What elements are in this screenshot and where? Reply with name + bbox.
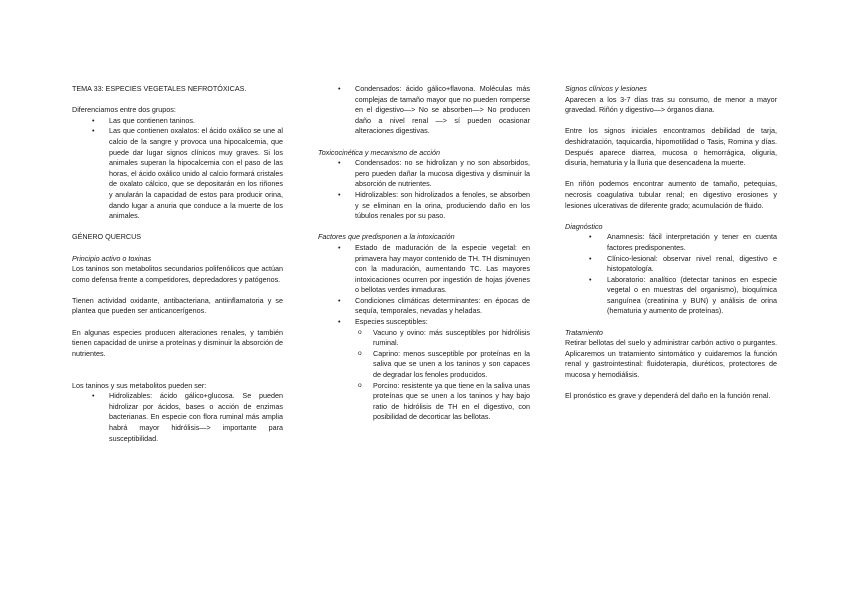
list-item: o Vacuno y ovino: más susceptibles por hidrólisis ruminal. <box>318 328 530 349</box>
groups-list <box>72 116 283 222</box>
list-item: • Especies susceptibles: <box>318 317 530 328</box>
column-right <box>565 84 777 402</box>
paragraph: Tienen actividad oxidante, antibacteriana, antiinflamatoria y se plantea que pueden ser anticancerígenos. <box>72 295 283 316</box>
tannin-types-list <box>72 391 283 444</box>
tannin-types-list-cont <box>318 84 530 137</box>
subheading-diagnosis: Diagnóstico <box>565 221 603 231</box>
toxicokinetics-list <box>318 158 530 222</box>
paragraph: Entre los signos iniciales encontramos debilidad de tarja, deshidratación, taquicardia, hipomotilidad o Tasis, Romina y días. Después aparece diarrea, mucosa o hemorrágica, oliguria, disuria, hematuria y la lluria que desencadena la muerte. <box>565 126 777 168</box>
list-item: o Porcino: resistente ya que tiene en la saliva unas proteínas que se unen a los taninos y hay bajo ratio de hidrólisis de TH en el digestivo, con posibilidad de decorticar las bellotas. <box>318 381 530 423</box>
list-item: • Condiciones climáticas determinantes: en épocas de sequía, temporales, nevadas y heladas. <box>318 296 530 317</box>
subheading-signs: Signos clínicos y lesiones <box>565 84 647 93</box>
subheading-active-principle: Principio activo o toxinas <box>72 253 152 263</box>
subheading-toxicokinetics: Toxicocinética y mecanismo de acción <box>318 147 440 157</box>
list-item: • Condensados: ácido gálico+flavona. Moléculas más complejas de tamaño mayor que no pueden romperse en el digestivo—> No se absorben—> No producen daño a nivel renal —> sí pueden ocasionar alteraciones digestivas. <box>318 84 530 137</box>
list-item: o Caprino: menos susceptible por proteínas en la saliva que se unen a los taninos y son capaces de degradar los fenoles producidos. <box>318 349 530 381</box>
paragraph: Aparecen a los 3-7 días tras su consumo, de menor a mayor gravedad. Riñón y digestivo—> órganos diana. <box>565 94 777 115</box>
column-left <box>72 84 283 444</box>
species-list <box>318 328 530 423</box>
list-item: • Anamnesis: fácil interpretación y tener en cuenta factores predisponentes. <box>565 232 777 253</box>
list-item: • Hidrolizables: son hidrolizados a fenoles, se absorben y se eliminan en la orina, produciendo daño en los túbulos renales por su paso. <box>318 190 530 222</box>
paragraph: Retirar bellotas del suelo y administrar carbón activo o purgantes. Aplicaremos un tratamiento sintomático y cuidaremos la función renal y gastrointestinal: fluidoterapia, diuréticos, protectores de mucosa y hemodiálisis. <box>565 338 777 380</box>
page-title: TEMA 33: ESPECIES VEGETALES NEFROTÓXICAS. <box>72 84 247 93</box>
list-item: • Las que contienen oxalatos: el ácido oxálico se une al calcio de la sangre y provoca una hipocalcemia, que puede dar lugar signos clínicos muy graves. Si los animales superan la hipocalcemia con el paso de las horas, el ácido oxálico unido al calcio formará cristales de oxalato cálcico, que se depositarán en los riñones y anularán la capacidad de estos para producir orina, dando lugar a anuria que conduce a la muerte de los animales. <box>72 126 283 221</box>
list-item: • Laboratorio: analítico (detectar taninos en especie vegetal o en muestras del organismo), bioquímica sanguínea (creatinina y BUN) y análisis de orina (hematuria y aumento de proteínas). <box>565 275 777 317</box>
list-item: • Las que contienen taninos. <box>72 116 283 127</box>
column-middle <box>318 84 530 423</box>
list-item: • Condensados: no se hidrolizan y no son absorbidos, pero pueden dañar la mucosa digestiva y disminuir la absorción de nutrientes. <box>318 158 530 190</box>
paragraph: En riñón podemos encontrar aumento de tamaño, petequias, necrosis coagulativa tubular renal; en digestivo erosiones y lesiones ulcerativas de diferente grado; acumulación de fluido. <box>565 179 777 210</box>
paragraph: El pronóstico es grave y dependerá del daño en la función renal. <box>565 391 771 401</box>
intro-text: Diferenciamos entre dos grupos: <box>72 105 176 115</box>
subheading-factors: Factores que predisponen a la intoxicación <box>318 232 455 242</box>
list-item: • Hidrolizables: ácido gálico+glucosa. Se pueden hidrolizar por ácidos, bases o acción de enzimas bacterianas. En especie con flora ruminal más amplia habrá mayor hidrólisis—> importante para susceptibilidad. <box>72 391 283 444</box>
subheading-treatment: Tratamiento <box>565 327 603 337</box>
paragraph: En algunas especies producen alteraciones renales, y también tienen capacidad de unirse a proteínas y disminuir la absorción de nutrientes. <box>72 327 283 358</box>
factors-list <box>318 243 530 328</box>
paragraph: Los taninos son metabolitos secundarios polifenólicos que actúan como defensa frente a competidores, depredadores y patógenos. <box>72 264 283 284</box>
list-item: • Estado de maduración de la especie vegetal: en primavera hay mayor contenido de TH. TH disminuyen con la maduración, aumentando TC. Las mayores intoxicaciones ocurren por ingestión de hojas jóvenes o bellotas verdes inmaduras. <box>318 243 530 296</box>
section-heading-genus: GÉNERO QUERCUS <box>72 232 142 242</box>
paragraph: Los taninos y sus metabolitos pueden ser: <box>72 380 207 390</box>
diagnosis-list <box>565 232 777 317</box>
list-item: • Clínico-lesional: observar nivel renal, digestivo e histopatología. <box>565 254 777 275</box>
